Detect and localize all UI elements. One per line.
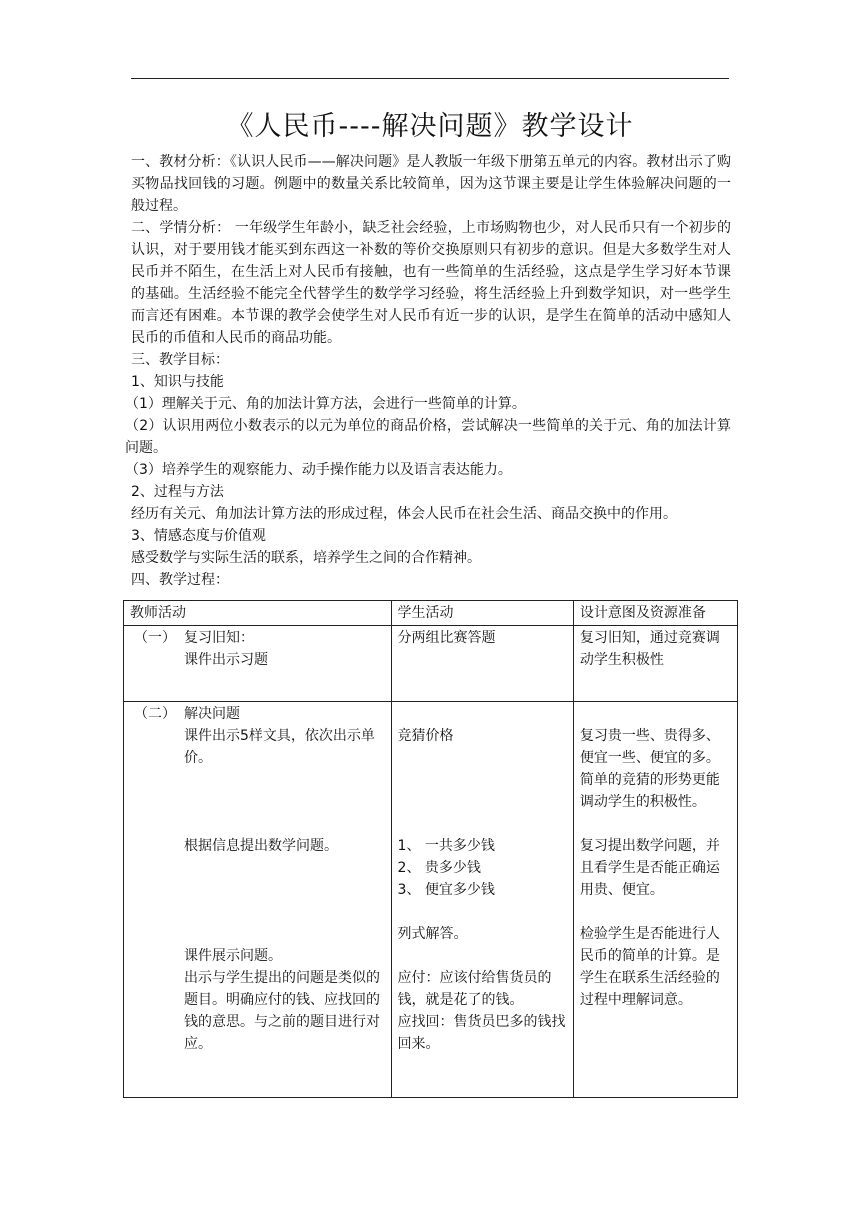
row2-student-pay: 应付：应该付给售货员的钱，就是花了的钱。	[397, 970, 552, 1008]
goal-process-heading: 2、过程与方法	[131, 484, 224, 500]
row2-student-question-1: 1、 一共多少钱	[397, 838, 495, 854]
teaching-process-table	[123, 600, 738, 1098]
header-teacher-activity: 教师活动	[124, 601, 392, 626]
row2-student-cell	[391, 702, 573, 1098]
row2-teacher-explain: 出示与学生提出的问题是类似的题目。明确应付的钱、应找回的钱的意思。与之前的题目进行对应。	[184, 970, 380, 1052]
row2-intent-cell	[573, 702, 737, 1098]
row1-intent-cell: 复习旧知，通过竞赛调动学生积极性	[573, 626, 737, 702]
row2-teacher-ask-questions: 根据信息提出数学问题。	[184, 838, 338, 854]
goal-knowledge-item-3: （3）培养学生的观察能力、动手操作能力以及语言表达能力。	[125, 462, 512, 478]
goal-knowledge-heading: 1、知识与技能	[131, 374, 224, 390]
goal-attitude-heading: 3、情感态度与价值观	[131, 528, 266, 544]
row2-number: （二）	[134, 706, 176, 722]
section-textbook-analysis: 一、教材分析：《认识人民币——解决问题》是人教版一年级下册第五单元的内容。教材出示了购买物品找回钱的习题。例题中的数量关系比较简单，因为这节课主要是让学生体验解决问题的一般过程。	[131, 154, 731, 214]
header-rule	[131, 78, 729, 79]
goal-knowledge-item-2: （2）认识用两位小数表示的以元为单位的商品价格，尝试解决一些简单的关于元、角的加法计算问题。	[125, 418, 731, 456]
row2-student-change: 应找回：售货员巴多的钱找回来。	[397, 1014, 566, 1052]
header-student-activity: 学生活动	[391, 601, 573, 626]
row1-teacher-cell	[124, 626, 392, 702]
row2-teacher-cell	[124, 702, 392, 1098]
row1-student-cell: 分两组比赛答题	[391, 626, 573, 702]
section-student-analysis: 二、学情分析： 一年级学生年龄小，缺乏社会经验，上市场购物也少，对人民币只有一个初步的认识，对于要用钱才能买到东西这一补数的等价交换原则只有初步的意识。但是大多数学生对人民币并不陌生，在生活上对人民币有接触，也有一些简单的生活经验，这点是学生学习好本节课的基础。生活经验不能完全代替学生的数学学习经验，将生活经验上升到数学知识，对一些学生而言还有困难。本节课的教学会使学生对人民币有近一步的认识，是学生在简单的活动中感知人民币的币值和人民币的商品功能。	[131, 220, 731, 346]
row2-teacher-show-items: 课件出示5样文具，依次出示单价。	[184, 728, 375, 766]
document-title: 《人民币----解决问题》教学设计	[226, 111, 634, 142]
row1-teacher-line-1: 复习旧知：	[184, 630, 254, 646]
table-header-row	[124, 601, 738, 626]
row1-teacher-line-2: 课件出示习题	[184, 652, 268, 668]
row2-teacher-heading: 解决问题	[184, 706, 240, 722]
section-process-heading: 四、教学过程：	[131, 572, 229, 588]
goal-attitude-text: 感受数学与实际生活的联系，培养学生之间的合作精神。	[131, 550, 481, 566]
header-design-intent: 设计意图及资源准备	[573, 601, 737, 626]
table-row	[124, 702, 738, 1098]
table-row	[124, 626, 738, 702]
goal-process-text: 经历有关元、角加法计算方法的形成过程，体会人民币在社会生活、商品交换中的作用。	[131, 506, 677, 522]
row2-student-solve: 列式解答。	[397, 926, 468, 942]
row2-intent-review: 复习贵一些、贵得多、便宜一些、便宜的多。简单的竞猜的形势更能调动学生的积极性。	[579, 728, 720, 810]
row2-student-guess: 竞猜价格	[397, 728, 454, 744]
row2-student-question-3: 3、 便宜多少钱	[397, 882, 495, 898]
row2-student-question-2: 2、 贵多少钱	[397, 860, 481, 876]
row2-teacher-show-problem: 课件展示问题。	[184, 948, 282, 964]
goal-knowledge-item-1: （1）理解关于元、角的加法计算方法，会进行一些简单的计算。	[125, 396, 526, 412]
section-goals-heading: 三、教学目标：	[131, 352, 229, 368]
row2-intent-questions: 复习提出数学问题，并且看学生是否能正确运用贵、便宜。	[579, 838, 720, 898]
row1-number: （一）	[134, 630, 176, 646]
row2-intent-check: 检验学生是否能进行人民币的简单的计算。是学生在联系生活经验的过程中理解词意。	[579, 926, 720, 1008]
